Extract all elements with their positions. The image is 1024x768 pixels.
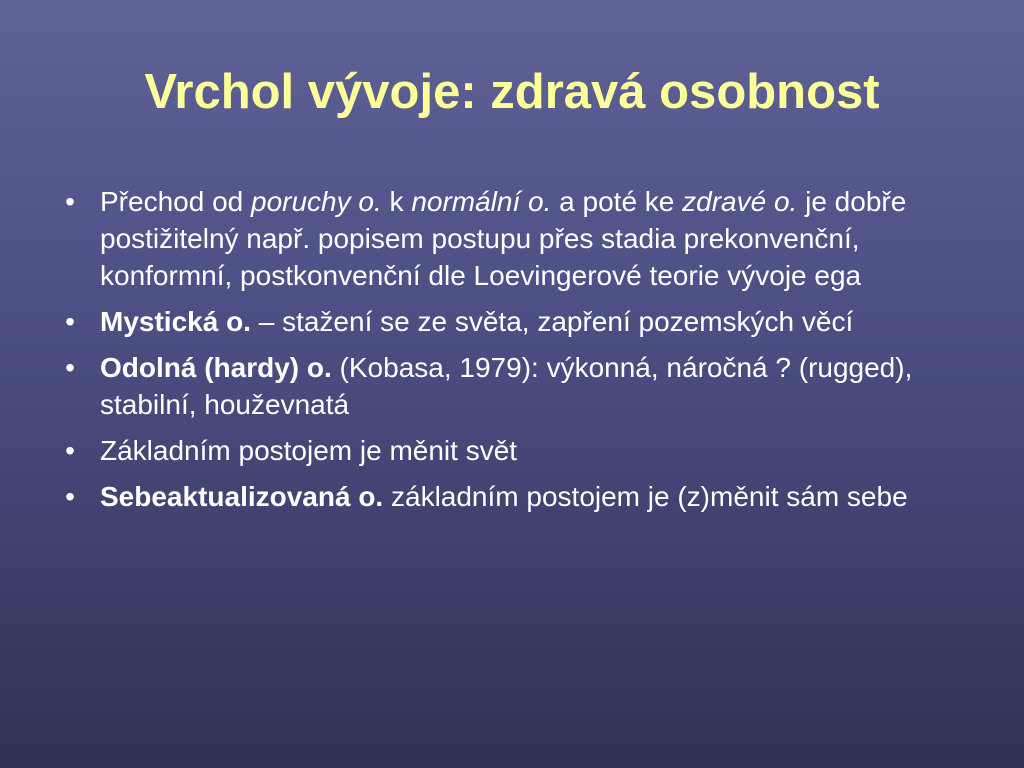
bullet-icon: • [65,481,75,512]
bullet-icon: • [65,435,75,466]
bullet-text: Sebeaktualizovaná o. základním postojem je (z)měnit sám sebe [100,481,908,512]
bullet-text: Mystická o. – stažení se ze světa, zapření pozemských věcí [100,306,854,337]
bullet-icon: • [65,352,75,383]
bullet-text: Základním postojem je měnit svět [100,435,518,466]
slide-title: Vrchol vývoje: zdravá osobnost [144,65,880,119]
bullet-item-transition [60,183,960,294]
bullet-item-self-actualized [60,478,960,515]
bullet-item-hardy [60,349,960,423]
bullet-item-mystic [60,303,960,340]
bullet-item-change-world [60,432,960,469]
bullet-text: Přechod od poruchy o. k normální o. a poté ke zdravé o. je dobře postižitelný např. popisem postupu přes stadia prekonvenční, konformní, postkonvenční dle Loevingerové teorie vývoje ega [100,186,907,291]
bullet-icon: • [65,186,75,217]
bullet-icon: • [65,306,75,337]
bullet-list [60,183,960,524]
bullet-text: Odolná (hardy) o. (Kobasa, 1979): výkonná, náročná ? (rugged), stabilní, houževnatá [100,352,913,420]
